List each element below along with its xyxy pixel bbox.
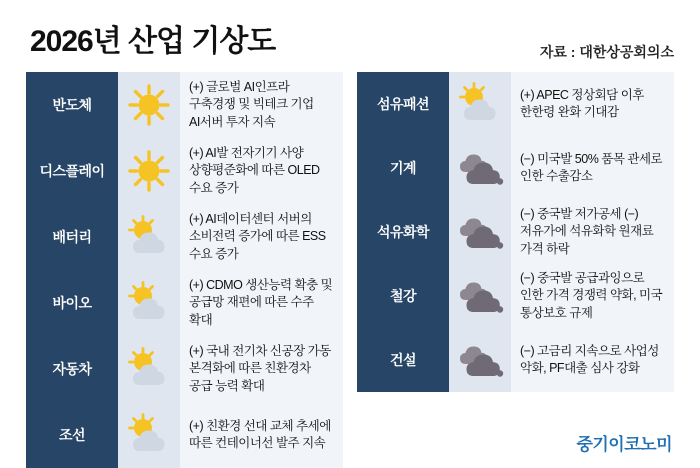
table-row	[26, 138, 343, 204]
industry-comment: (+) AI발 전자기기 사양 상향평준화에 따른 OLED 수요 증가	[180, 138, 343, 204]
table-row	[357, 200, 674, 264]
weather-icon-cell	[449, 72, 511, 136]
industry-comment: (+) 국내 전기차 신공장 가동 본격화에 따른 친환경차 공급 능력 확대	[180, 336, 343, 402]
cloudy-icon	[453, 210, 507, 254]
industry-comment: (−) 중국발 저가공세 (−) 저유가에 석유화학 원재료 가격 하락	[511, 200, 674, 264]
industry-name: 바이오	[26, 270, 118, 336]
industry-name: 조선	[26, 402, 118, 468]
partly-cloudy-icon	[122, 215, 176, 259]
industry-name: 기계	[357, 136, 449, 200]
weather-icon-cell	[449, 136, 511, 200]
right-column	[357, 72, 674, 468]
industry-name: 반도체	[26, 72, 118, 138]
industry-comment: (−) 미국발 50% 품목 관세로 인한 수출감소	[511, 136, 674, 200]
weather-icon-cell	[118, 336, 180, 402]
sunny-icon	[122, 83, 176, 127]
table-row	[357, 72, 674, 136]
industry-name: 디스플레이	[26, 138, 118, 204]
industry-comment: (−) 중국발 공급과잉으로 인한 가격 경쟁력 약화, 미국 통상보호 규제	[511, 264, 674, 328]
weather-icon-cell	[449, 200, 511, 264]
industry-name: 석유화학	[357, 200, 449, 264]
table-row	[357, 264, 674, 328]
left-column	[26, 72, 343, 468]
weather-icon-cell	[449, 328, 511, 392]
table-row	[26, 402, 343, 468]
source-label: 자료 : 대한상공회의소	[539, 44, 674, 60]
weather-icon-cell	[118, 72, 180, 138]
weather-icon-cell	[118, 204, 180, 270]
weather-icon-cell	[118, 138, 180, 204]
industry-name: 철강	[357, 264, 449, 328]
partly-cloudy-icon	[122, 281, 176, 325]
page-title: 2026년 산업 기상도	[30, 25, 276, 58]
watermark-logo: 중기이코노미	[576, 435, 672, 454]
table-row	[26, 204, 343, 270]
industry-comment: (+) CDMO 생산능력 확충 및 공급망 재편에 따른 수주 확대	[180, 270, 343, 336]
industry-comment: (+) 친환경 선대 교체 추세에 따른 컨테이너선 발주 지속	[180, 402, 343, 468]
industry-comment: (+) AI데이터센터 서버의 소비전력 증가에 따른 ESS 수요 증가	[180, 204, 343, 270]
industry-name: 섬유패션	[357, 72, 449, 136]
partly-cloudy-icon	[453, 82, 507, 126]
sunny-icon	[122, 149, 176, 193]
table-row	[26, 270, 343, 336]
industry-comment: (−) 고금리 지속으로 사업성 악화, PF대출 심사 강화	[511, 328, 674, 392]
industry-comment: (+) 글로벌 AI인프라 구축경쟁 및 빅테크 기업 AI서버 투자 지속	[180, 72, 343, 138]
industry-grid	[26, 72, 674, 468]
industry-comment: (+) APEC 정상회담 이후 한한령 완화 기대감	[511, 72, 674, 136]
table-row	[26, 336, 343, 402]
weather-icon-cell	[118, 402, 180, 468]
table-row	[26, 72, 343, 138]
weather-icon-cell	[449, 264, 511, 328]
cloudy-icon	[453, 274, 507, 318]
table-row	[357, 328, 674, 392]
table-row	[357, 136, 674, 200]
cloudy-icon	[453, 338, 507, 382]
industry-name: 자동차	[26, 336, 118, 402]
partly-cloudy-icon	[122, 413, 176, 457]
industry-name: 배터리	[26, 204, 118, 270]
weather-icon-cell	[118, 270, 180, 336]
cloudy-icon	[453, 146, 507, 190]
industry-name: 건설	[357, 328, 449, 392]
partly-cloudy-icon	[122, 347, 176, 391]
